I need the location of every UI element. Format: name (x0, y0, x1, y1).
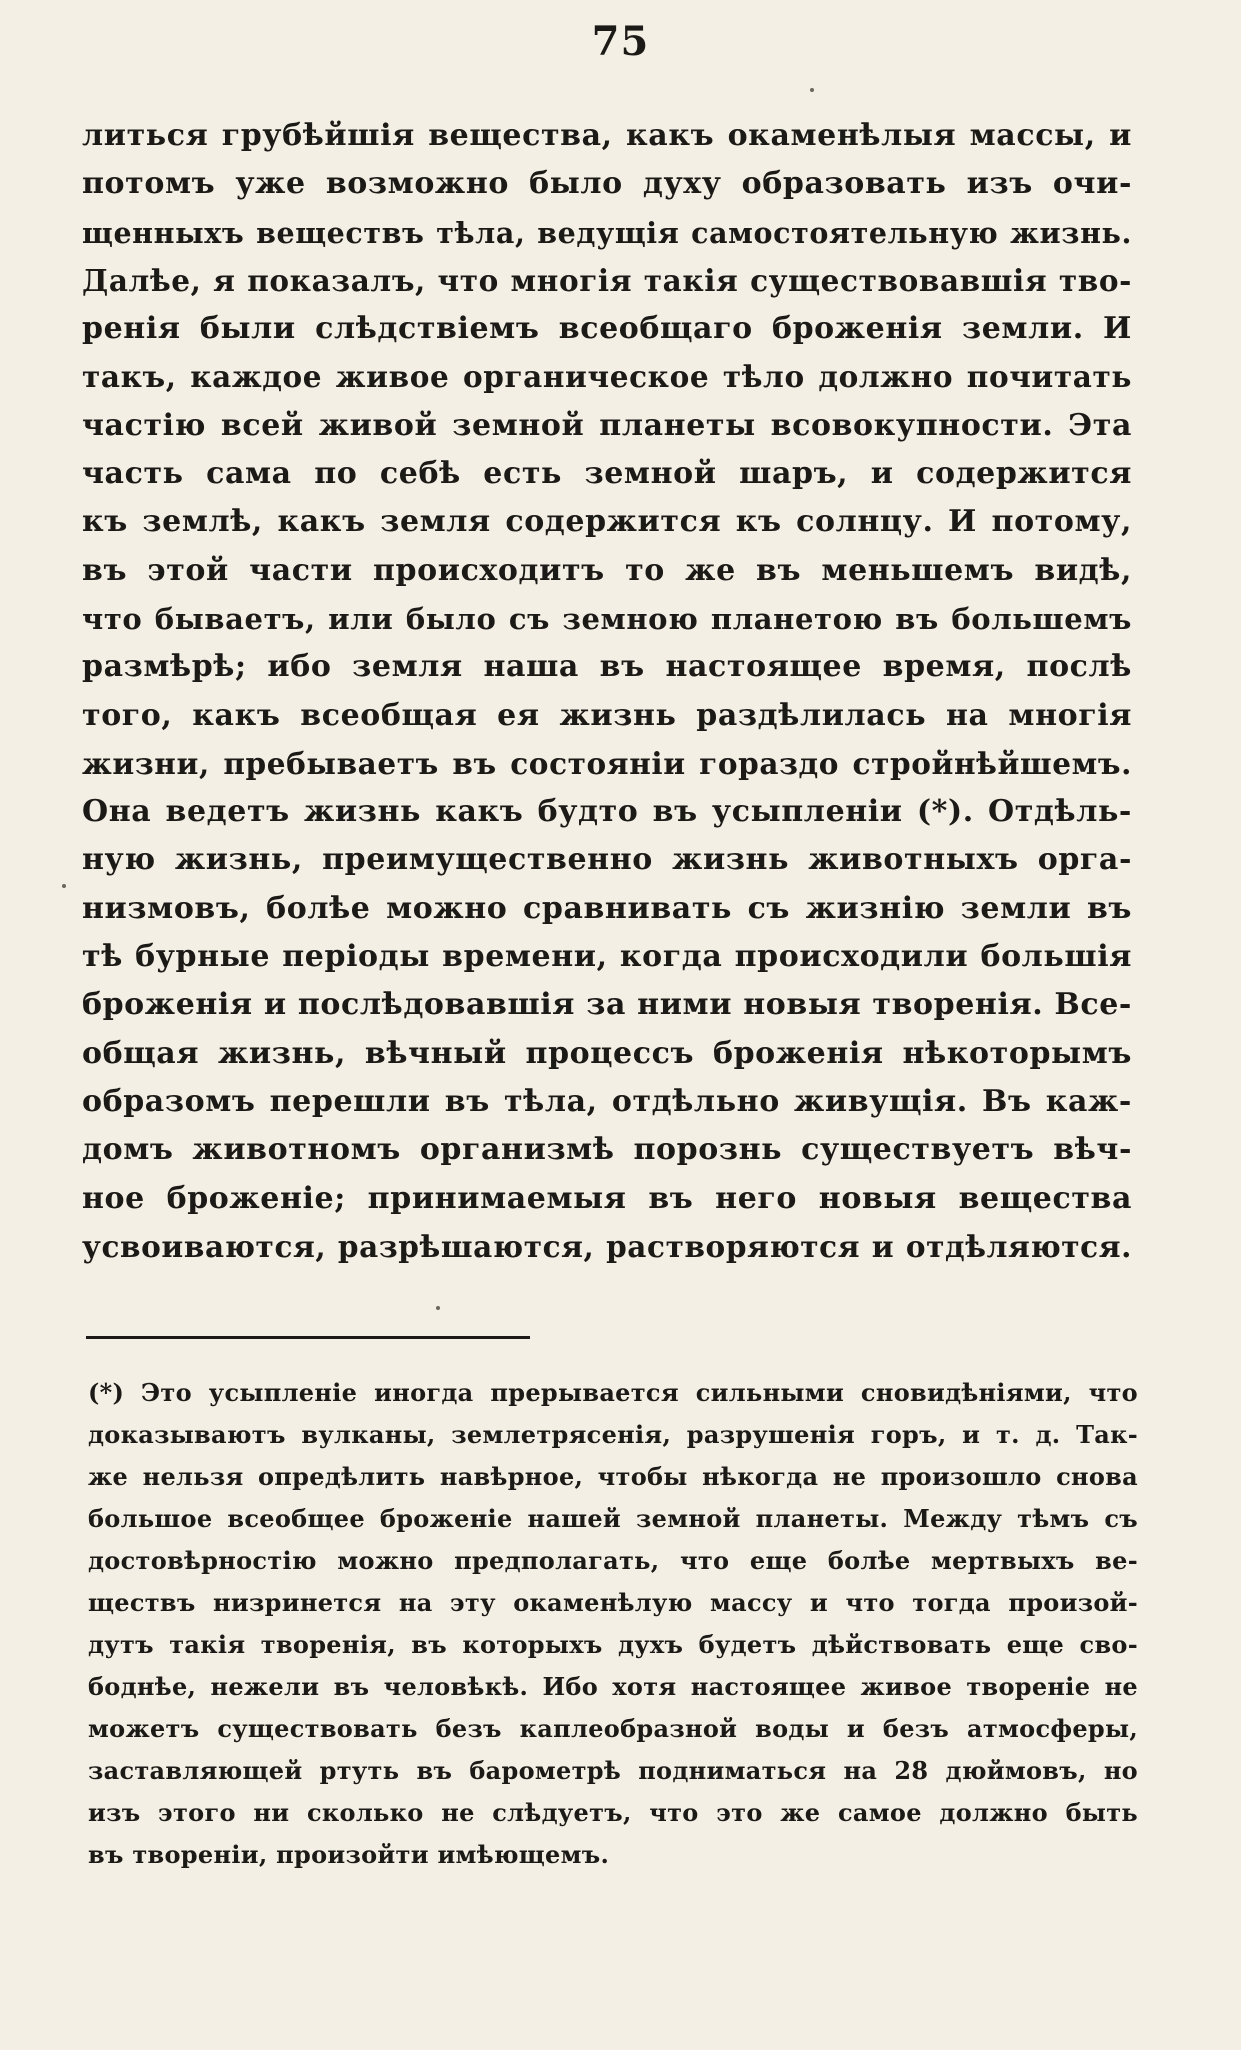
text-line: образомъ перешли въ тѣла, отдѣльно живущія. Въ каж- (82, 1083, 1132, 1119)
text-line: того, какъ всеобщая ея жизнь раздѣлилась на многія (82, 697, 1132, 733)
text-line: домъ животномъ организмѣ порознь существуетъ вѣч- (82, 1132, 1132, 1168)
text-line: частію всей живой земной планеты всовокупности. Эта (82, 407, 1132, 443)
text-line: къ землѣ, какъ земля содержится къ солнцу. И потому, (82, 504, 1132, 540)
paper-speck (436, 1306, 440, 1310)
footnote-line: боднѣе, нежели въ человѣкѣ. Ибо хотя настоящее живое твореніе не (88, 1672, 1138, 1701)
footnote-line: достовѣрностію можно предполагать, что еще болѣе мертвыхъ ве- (88, 1546, 1138, 1575)
page-number: 75 (591, 18, 650, 65)
text-line: низмовъ, болѣе можно сравнивать съ жизнію земли въ (82, 890, 1132, 926)
footnote-line: изъ этого ни сколько не слѣдуетъ, что это же самое должно быть (88, 1798, 1138, 1827)
footnote-line: ществъ низринется на эту окаменѣлую массу и что тогда произой- (88, 1588, 1138, 1617)
text-line: общая жизнь, вѣчный процессъ броженія нѣкоторымъ (82, 1035, 1132, 1071)
text-line: ное броженіе; принимаемыя въ него новыя вещества (82, 1180, 1132, 1216)
footnote-line: заставляющей ртуть въ барометрѣ подниматься на 28 дюймовъ, но (88, 1756, 1138, 1785)
footnote-divider (86, 1336, 530, 1339)
footnote-line: можетъ существовать безъ каплеобразной воды и безъ атмосферы, (88, 1714, 1138, 1743)
paper-speck (810, 88, 814, 92)
paper-speck (62, 884, 66, 888)
footnote-line: же нельзя опредѣлить навѣрное, чтобы нѣкогда не произошло снова (88, 1462, 1138, 1491)
text-line: щенныхъ веществъ тѣла, ведущія самостоятельную жизнь. (82, 215, 1132, 250)
text-line: ренія были слѣдствіемъ всеобщаго броженія земли. И (82, 311, 1132, 347)
footnote-line: дутъ такія творенія, въ которыхъ духъ будетъ дѣйствовать еще сво- (88, 1630, 1138, 1659)
footnote (88, 1372, 1138, 1876)
text-line: Она ведетъ жизнь какъ будто въ усыпленіи (*). Отдѣль- (82, 794, 1132, 830)
text-line: въ этой части происходитъ то же въ меньшемъ видѣ, (82, 552, 1132, 588)
text-line: усвоиваются, разрѣшаются, растворяются и отдѣляются. (82, 1228, 1132, 1264)
text-line: потомъ уже возможно было духу образовать изъ очи- (82, 166, 1132, 202)
text-line: литься грубѣйшія вещества, какъ окаменѣлыя массы, и (82, 118, 1132, 153)
text-line: такъ, каждое живое органическое тѣло должно почитать (82, 359, 1132, 395)
text-line: размѣрѣ; ибо земля наша въ настоящее время, послѣ (82, 649, 1132, 685)
main-text (82, 112, 1132, 1271)
footnote-line: доказываютъ вулканы, землетрясенія, разрушенія горъ, и т. д. Так- (88, 1420, 1138, 1449)
footnote-line: въ твореніи, произойти имѣющемъ. (88, 1840, 610, 1869)
text-line: Далѣе, я показалъ, что многія такія существовавшія тво- (82, 262, 1132, 298)
text-line: броженія и послѣдовавшія за ними новыя творенія. Все- (82, 987, 1132, 1023)
footnote-line: (*) Это усыпленіе иногда прерывается сильными сновидѣніями, что (88, 1378, 1138, 1407)
text-line: что бываетъ, или было съ земною планетою въ большемъ (82, 601, 1132, 636)
text-line: часть сама по себѣ есть земной шаръ, и содержится (82, 456, 1132, 492)
text-line: жизни, пребываетъ въ состояніи гораздо стройнѣйшемъ. (82, 745, 1132, 781)
text-line: ную жизнь, преимущественно жизнь животныхъ орга- (82, 842, 1132, 878)
text-line: тѣ бурные періоды времени, когда происходили большія (82, 939, 1132, 975)
footnote-line: большое всеобщее броженіе нашей земной планеты. Между тѣмъ съ (88, 1504, 1138, 1533)
